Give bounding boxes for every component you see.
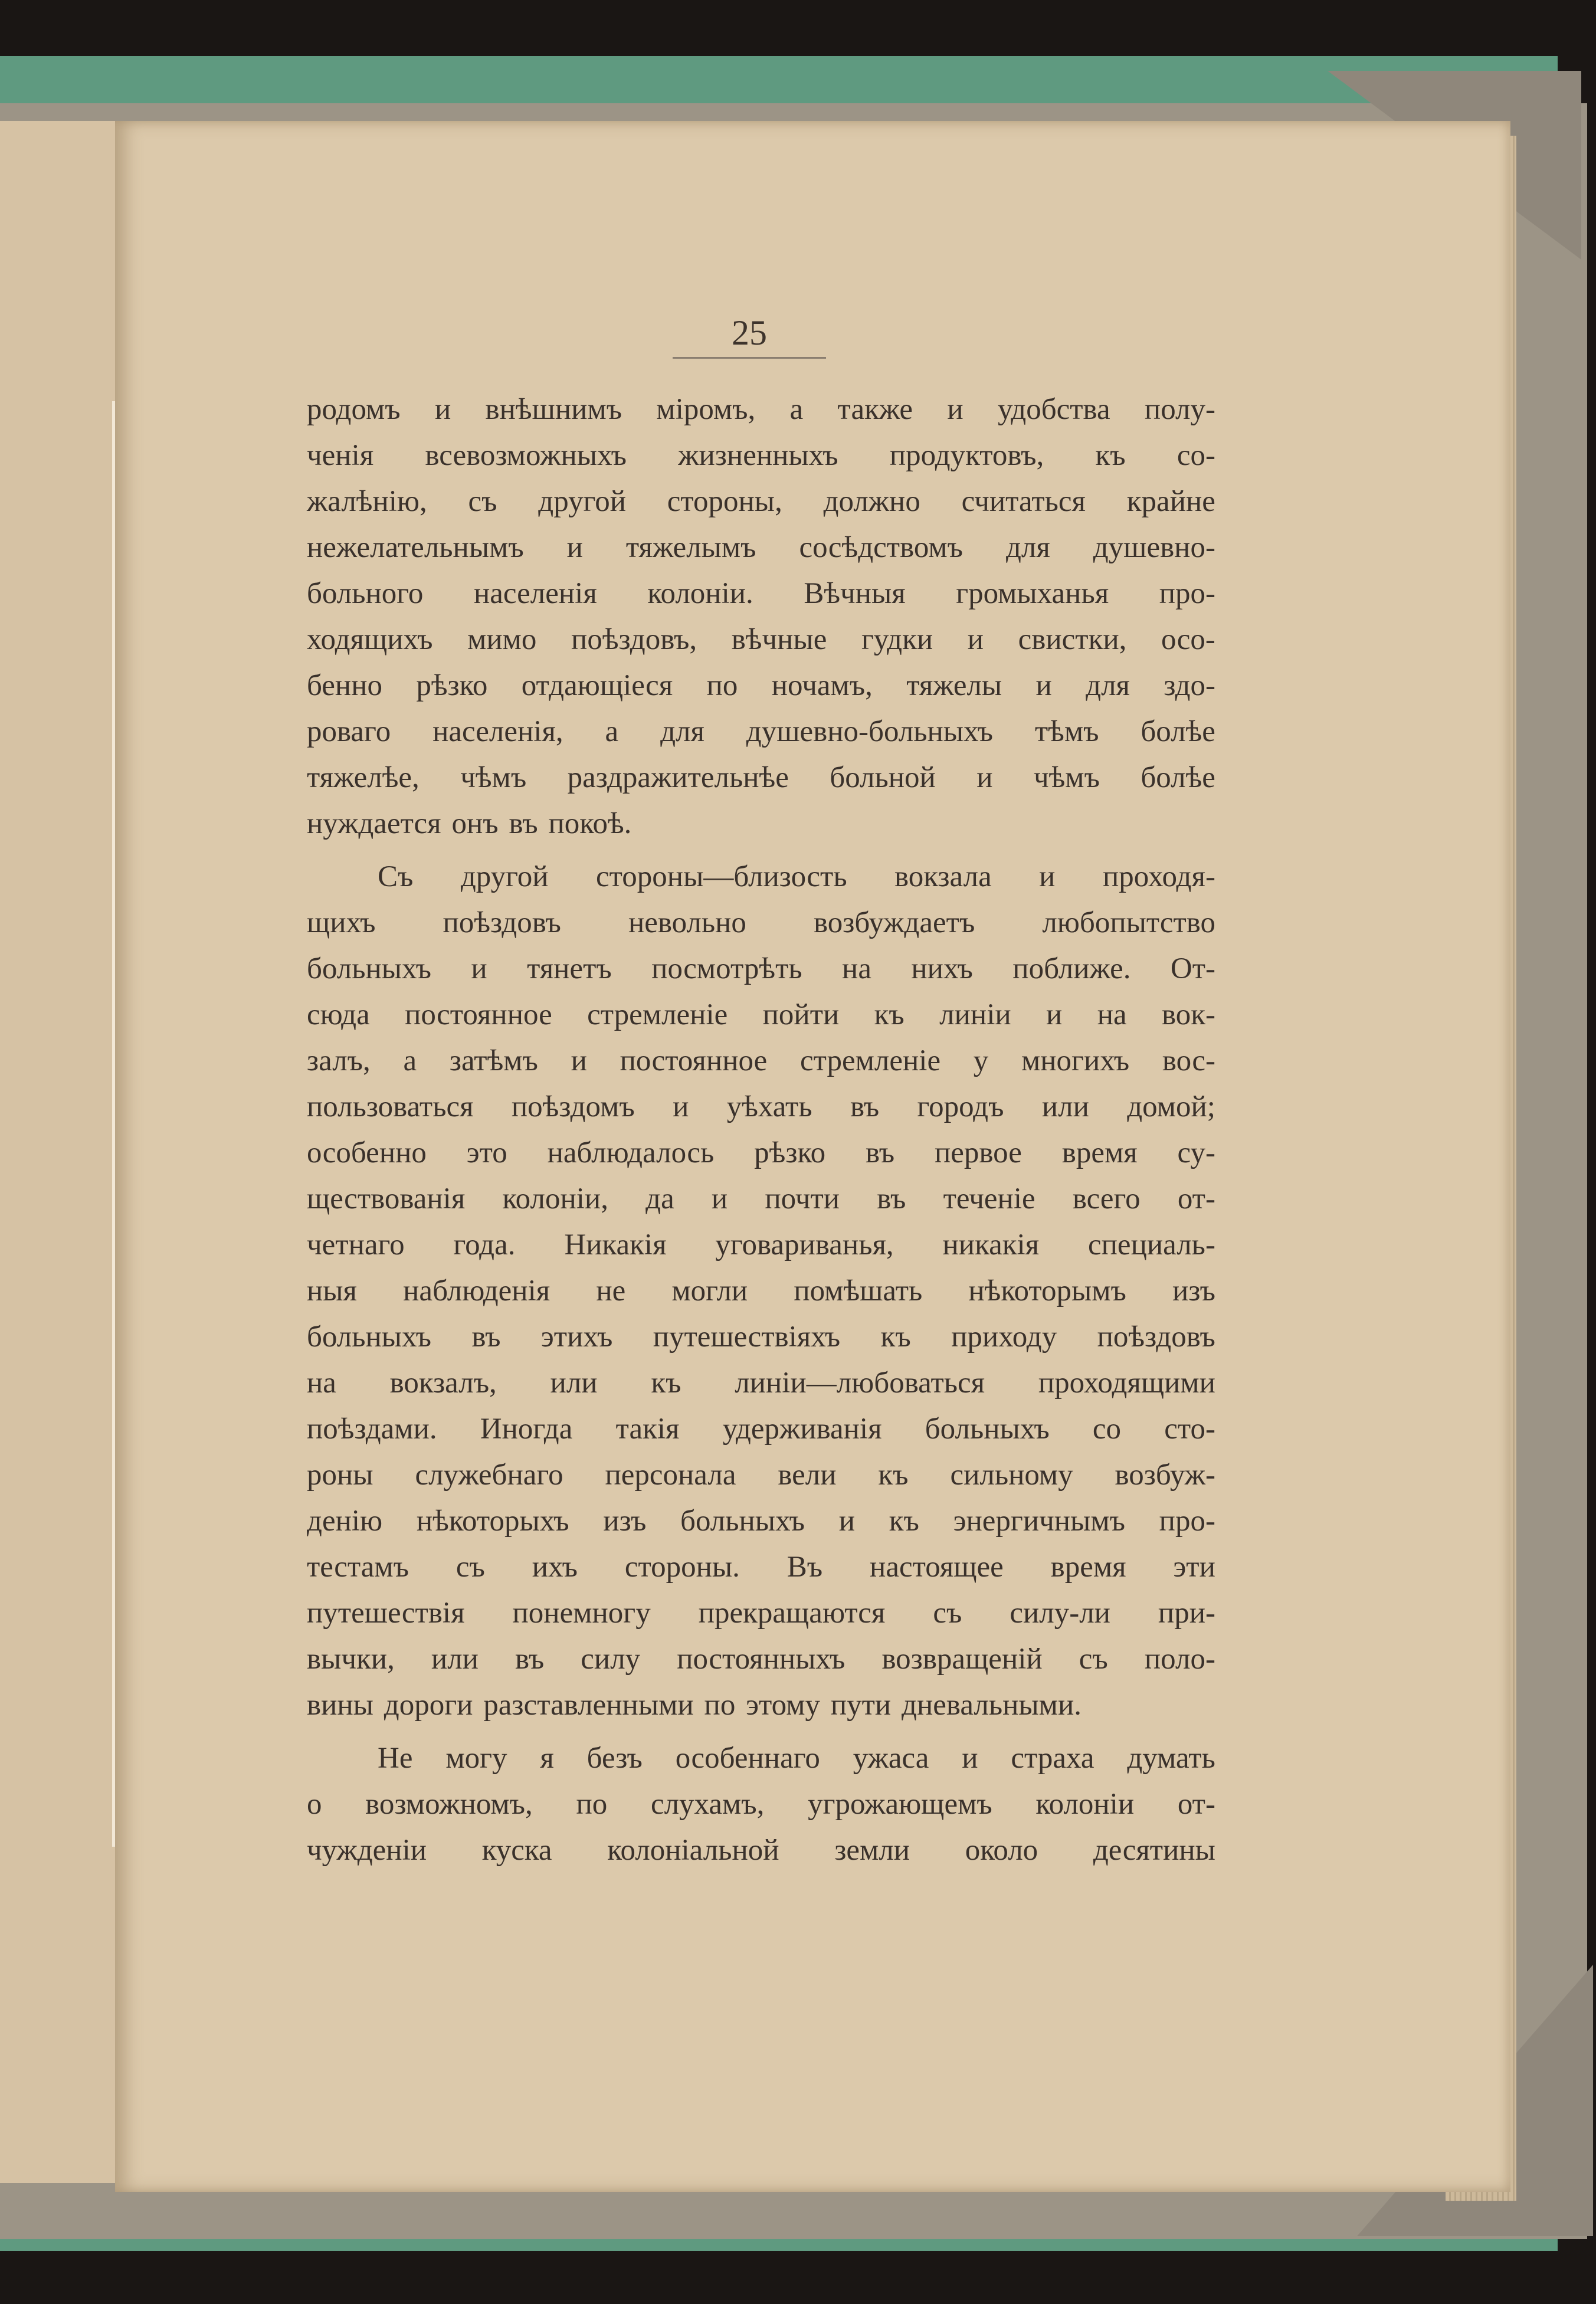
word: а <box>789 393 804 426</box>
word: нежелательнымъ <box>307 531 524 564</box>
word: также <box>837 393 913 426</box>
text-line <box>307 571 1215 617</box>
word: поѣздовъ <box>443 906 561 939</box>
word: этому <box>746 1689 820 1722</box>
word: пути <box>830 1689 892 1722</box>
word: колоніи. <box>647 577 753 610</box>
word: Вѣчныя <box>804 577 906 610</box>
word: и <box>976 761 993 794</box>
word: ночамъ, <box>771 669 873 702</box>
word: прекращаются <box>698 1597 886 1630</box>
word: десятины <box>1093 1834 1215 1867</box>
word: на <box>842 952 871 985</box>
word: тяжелѣе, <box>307 761 420 794</box>
word: у <box>973 1044 989 1077</box>
word: по <box>576 1788 608 1821</box>
text-line <box>307 617 1215 663</box>
word: посмотрѣть <box>651 952 802 985</box>
word: и <box>1035 669 1052 702</box>
word: про- <box>1159 1505 1215 1538</box>
word: гудки <box>861 623 933 656</box>
word: ихъ <box>532 1551 578 1584</box>
word: населенія, <box>432 715 563 748</box>
word: поближе. <box>1012 952 1131 985</box>
word: чѣмъ <box>460 761 527 794</box>
text-line <box>307 479 1215 525</box>
word: залъ, <box>307 1044 371 1077</box>
word: мимо <box>467 623 537 656</box>
word: приходу <box>951 1320 1057 1353</box>
word: колоніальной <box>607 1834 779 1867</box>
word: вокзала <box>894 860 992 893</box>
word: энергичнымъ <box>953 1505 1125 1538</box>
word: къ <box>874 998 904 1031</box>
word: настоящее <box>870 1551 1004 1584</box>
word: для <box>660 715 704 748</box>
text-line <box>307 854 1215 900</box>
word: многихъ <box>1021 1044 1130 1077</box>
word: это <box>466 1136 507 1169</box>
word: почти <box>765 1182 840 1215</box>
word: такія <box>615 1412 680 1446</box>
word: помѣшать <box>794 1274 923 1307</box>
word: проходя- <box>1102 860 1215 893</box>
word: служебнаго <box>415 1459 563 1492</box>
word: специаль- <box>1088 1228 1215 1261</box>
word: полу- <box>1144 393 1215 426</box>
text-line <box>307 801 1215 847</box>
word: путешествія <box>307 1597 465 1630</box>
word: тестамъ <box>307 1551 409 1584</box>
word: и <box>947 393 964 426</box>
word: ченія <box>307 439 374 472</box>
word: считаться <box>961 485 1086 518</box>
word: болѣе <box>1141 715 1215 748</box>
word: при- <box>1158 1597 1215 1630</box>
word: и <box>566 531 583 564</box>
word: возбуж- <box>1115 1459 1215 1492</box>
text-line <box>307 992 1215 1038</box>
word: путешествіяхъ <box>653 1320 841 1353</box>
word: роны <box>307 1459 373 1492</box>
word: от- <box>1177 1788 1215 1821</box>
word: къ <box>889 1505 919 1538</box>
text-line <box>307 1781 1215 1827</box>
word: земли <box>834 1834 910 1867</box>
word: и <box>673 1090 689 1123</box>
word: и <box>571 1044 587 1077</box>
word: уговариванья, <box>715 1228 894 1261</box>
word: рѣзко <box>416 669 488 702</box>
word: больныхъ <box>680 1505 805 1538</box>
word: ществованія <box>307 1182 466 1215</box>
word: крайне <box>1126 485 1215 518</box>
word: населенія <box>473 577 597 610</box>
word: Съ <box>378 860 414 893</box>
word: невольно <box>628 906 746 939</box>
word: возможномъ, <box>365 1788 533 1821</box>
word: или <box>550 1366 598 1400</box>
word: удобства <box>997 393 1110 426</box>
word: чѣмъ <box>1033 761 1100 794</box>
word: Никакія <box>564 1228 667 1261</box>
word: больного <box>307 577 424 610</box>
word: поѣздами. <box>307 1412 437 1446</box>
word: сильному <box>950 1459 1073 1492</box>
word: эти <box>1173 1551 1215 1584</box>
text-line <box>307 1314 1215 1360</box>
text-line <box>307 1268 1215 1314</box>
word: стремленіе <box>587 998 728 1031</box>
word: понемногу <box>512 1597 651 1630</box>
word: городъ <box>917 1090 1004 1123</box>
word: продуктовъ, <box>889 439 1044 472</box>
word: вокзалъ, <box>389 1366 497 1400</box>
word: любопытство <box>1042 906 1215 939</box>
word: душевно- <box>1093 531 1215 564</box>
text-line <box>307 1682 1215 1728</box>
word: съ <box>1079 1643 1108 1676</box>
word: линіи—любоваться <box>735 1366 985 1400</box>
word: со <box>1092 1412 1122 1446</box>
word: всевозможныхъ <box>425 439 627 472</box>
word: поло- <box>1144 1643 1215 1676</box>
word: съ <box>455 1551 485 1584</box>
word: сто- <box>1164 1412 1215 1446</box>
word: От- <box>1170 952 1215 985</box>
word: колоніи <box>1035 1788 1135 1821</box>
word: сюда <box>307 998 370 1031</box>
word: на <box>1097 998 1127 1031</box>
word: затѣмъ <box>449 1044 538 1077</box>
text-line <box>307 946 1215 992</box>
word: бенно <box>307 669 382 702</box>
word: нѣкоторымъ <box>968 1274 1126 1307</box>
word: силу-ли <box>1010 1597 1110 1630</box>
word: рѣзко <box>754 1136 826 1169</box>
word: стороны. <box>624 1551 740 1584</box>
word: для <box>1005 531 1050 564</box>
text-line <box>307 1130 1215 1176</box>
text-line <box>307 1222 1215 1268</box>
word: всего <box>1072 1182 1141 1215</box>
word: поѣздомъ <box>511 1090 635 1123</box>
text-line <box>307 1590 1215 1636</box>
left-page-edge <box>0 121 115 2183</box>
text-line <box>307 1544 1215 1590</box>
word: постоянное <box>620 1044 768 1077</box>
word: къ <box>651 1366 681 1400</box>
word: су- <box>1177 1136 1215 1169</box>
word: ныя <box>307 1274 358 1307</box>
word: онъ <box>451 807 499 840</box>
word: изъ <box>603 1505 647 1538</box>
word: и <box>962 1742 978 1775</box>
word: стороны—близость <box>596 860 847 893</box>
word: въ <box>509 807 538 840</box>
word: по <box>706 669 738 702</box>
text-line <box>307 1452 1215 1498</box>
word: отдающіеся <box>521 669 673 702</box>
word: силу <box>581 1643 641 1676</box>
word: вок- <box>1161 998 1215 1031</box>
word: дороги <box>384 1689 473 1722</box>
word: никакія <box>942 1228 1040 1261</box>
word: колоніи, <box>502 1182 608 1215</box>
word: Въ <box>786 1551 823 1584</box>
word: домой; <box>1127 1090 1215 1123</box>
word: больныхъ <box>925 1412 1050 1446</box>
word: вели <box>778 1459 837 1492</box>
word: особеннаго <box>675 1742 820 1775</box>
word: страха <box>1011 1742 1094 1775</box>
binding-gutter <box>112 401 115 1847</box>
text-line <box>307 525 1215 571</box>
text-line <box>307 386 1215 432</box>
word: и <box>471 952 487 985</box>
word: по <box>704 1689 736 1722</box>
word: и <box>1039 860 1056 893</box>
word: да <box>645 1182 674 1215</box>
word: ужаса <box>853 1742 929 1775</box>
word: наблюдалось <box>547 1136 715 1169</box>
text-line <box>307 1084 1215 1130</box>
text-line <box>307 900 1215 946</box>
word: время <box>1050 1551 1126 1584</box>
word: больныхъ <box>307 952 431 985</box>
word: душевно-больныхъ <box>746 715 993 748</box>
word: денію <box>307 1505 383 1538</box>
word: изъ <box>1172 1274 1215 1307</box>
word: другой <box>538 485 627 518</box>
page-number-rule <box>673 357 826 359</box>
word: этихъ <box>540 1320 613 1353</box>
word: первое <box>935 1136 1022 1169</box>
word: чужденіи <box>307 1834 427 1867</box>
word: думать <box>1127 1742 1215 1775</box>
word: больныхъ <box>307 1320 431 1353</box>
word: ходящихъ <box>307 623 433 656</box>
word: тянетъ <box>527 952 612 985</box>
word: про- <box>1159 577 1215 610</box>
text-line <box>307 755 1215 801</box>
word: поѣздовъ, <box>571 623 697 656</box>
word: пойти <box>762 998 840 1031</box>
word: или <box>431 1643 479 1676</box>
word: съ <box>468 485 497 518</box>
word: нѣкоторыхъ <box>416 1505 569 1538</box>
word: безъ <box>586 1742 643 1775</box>
word: теченіе <box>943 1182 1035 1215</box>
word: возвращеній <box>881 1643 1043 1676</box>
word: должно <box>823 485 920 518</box>
word: жизненныхъ <box>678 439 838 472</box>
word: а <box>403 1044 417 1077</box>
word: нихъ <box>911 952 973 985</box>
word: громыханья <box>956 577 1109 610</box>
word: наблюденія <box>403 1274 550 1307</box>
word: Иногда <box>480 1412 573 1446</box>
word: разставленными <box>483 1689 694 1722</box>
word: другой <box>460 860 549 893</box>
word: а <box>605 715 619 748</box>
word: стремленіе <box>799 1044 941 1077</box>
word: слухамъ, <box>650 1788 765 1821</box>
word: тяжелымъ <box>625 531 756 564</box>
word: постоянное <box>405 998 552 1031</box>
text-line <box>307 1735 1215 1781</box>
word: къ <box>1095 439 1126 472</box>
word: міромъ, <box>656 393 756 426</box>
text-line <box>307 1038 1215 1084</box>
word: въ <box>515 1643 545 1676</box>
word: стороны, <box>667 485 782 518</box>
word: вос- <box>1162 1044 1215 1077</box>
word: Не <box>378 1742 413 1775</box>
word: вины <box>307 1689 373 1722</box>
word: или <box>1041 1090 1089 1123</box>
word: не <box>596 1274 626 1307</box>
word: раздражительнѣе <box>567 761 789 794</box>
word: постоянныхъ <box>677 1643 845 1676</box>
text-line <box>307 1636 1215 1682</box>
word: болѣе <box>1141 761 1215 794</box>
word: щихъ <box>307 906 376 939</box>
word: дневальными. <box>902 1689 1082 1722</box>
word: внѣшнимъ <box>485 393 622 426</box>
word: въ <box>877 1182 906 1215</box>
word: от- <box>1177 1182 1215 1215</box>
word: роваго <box>307 715 391 748</box>
text-line <box>307 1360 1215 1406</box>
word: и <box>1046 998 1063 1031</box>
word: и <box>838 1505 856 1538</box>
word: и <box>711 1182 728 1215</box>
text-line <box>307 432 1215 479</box>
word: около <box>965 1834 1038 1867</box>
word: съ <box>933 1597 962 1630</box>
word: пользоваться <box>307 1090 474 1123</box>
word: въ <box>850 1090 880 1123</box>
word: тяжелы <box>906 669 1002 702</box>
word: сосѣдствомъ <box>799 531 963 564</box>
text-line <box>307 1827 1215 1873</box>
word: могли <box>671 1274 748 1307</box>
body-text <box>307 386 1215 1873</box>
word: возбуждаетъ <box>813 906 975 939</box>
text-line <box>307 1406 1215 1452</box>
word: жалѣнію, <box>307 485 427 518</box>
text-line <box>307 709 1215 755</box>
word: тѣмъ <box>1034 715 1099 748</box>
word: для <box>1086 669 1130 702</box>
page-number: 25 <box>732 313 767 352</box>
word: поѣздовъ <box>1097 1320 1215 1353</box>
text-line <box>307 1176 1215 1222</box>
word: родомъ <box>307 393 401 426</box>
word: осо- <box>1161 623 1215 656</box>
text-line <box>307 663 1215 709</box>
word: вѣчные <box>731 623 827 656</box>
word: свистки, <box>1018 623 1127 656</box>
word: четнаго <box>307 1228 405 1261</box>
word: года. <box>453 1228 516 1261</box>
text-line <box>307 1498 1215 1544</box>
word: больной <box>830 761 936 794</box>
word: особенно <box>307 1136 427 1169</box>
word: здо- <box>1164 669 1215 702</box>
word: куска <box>481 1834 552 1867</box>
word: и <box>434 393 451 426</box>
word: уѣхать <box>726 1090 812 1123</box>
word: вычки, <box>307 1643 395 1676</box>
word: могу <box>445 1742 507 1775</box>
word: въ <box>865 1136 895 1169</box>
word: я <box>540 1742 554 1775</box>
word: въ <box>471 1320 501 1353</box>
word: и <box>967 623 984 656</box>
word: о <box>307 1788 322 1821</box>
word: къ <box>878 1459 909 1492</box>
word: проходящими <box>1038 1366 1215 1400</box>
word: къ <box>880 1320 911 1353</box>
word: со- <box>1176 439 1215 472</box>
word: угрожающемъ <box>808 1788 992 1821</box>
word: время <box>1061 1136 1138 1169</box>
word: на <box>307 1366 336 1400</box>
word: удерживанія <box>722 1412 882 1446</box>
word: нуждается <box>307 807 441 840</box>
word: покоѣ. <box>548 807 632 840</box>
word: линіи <box>939 998 1011 1031</box>
word: персонала <box>605 1459 736 1492</box>
